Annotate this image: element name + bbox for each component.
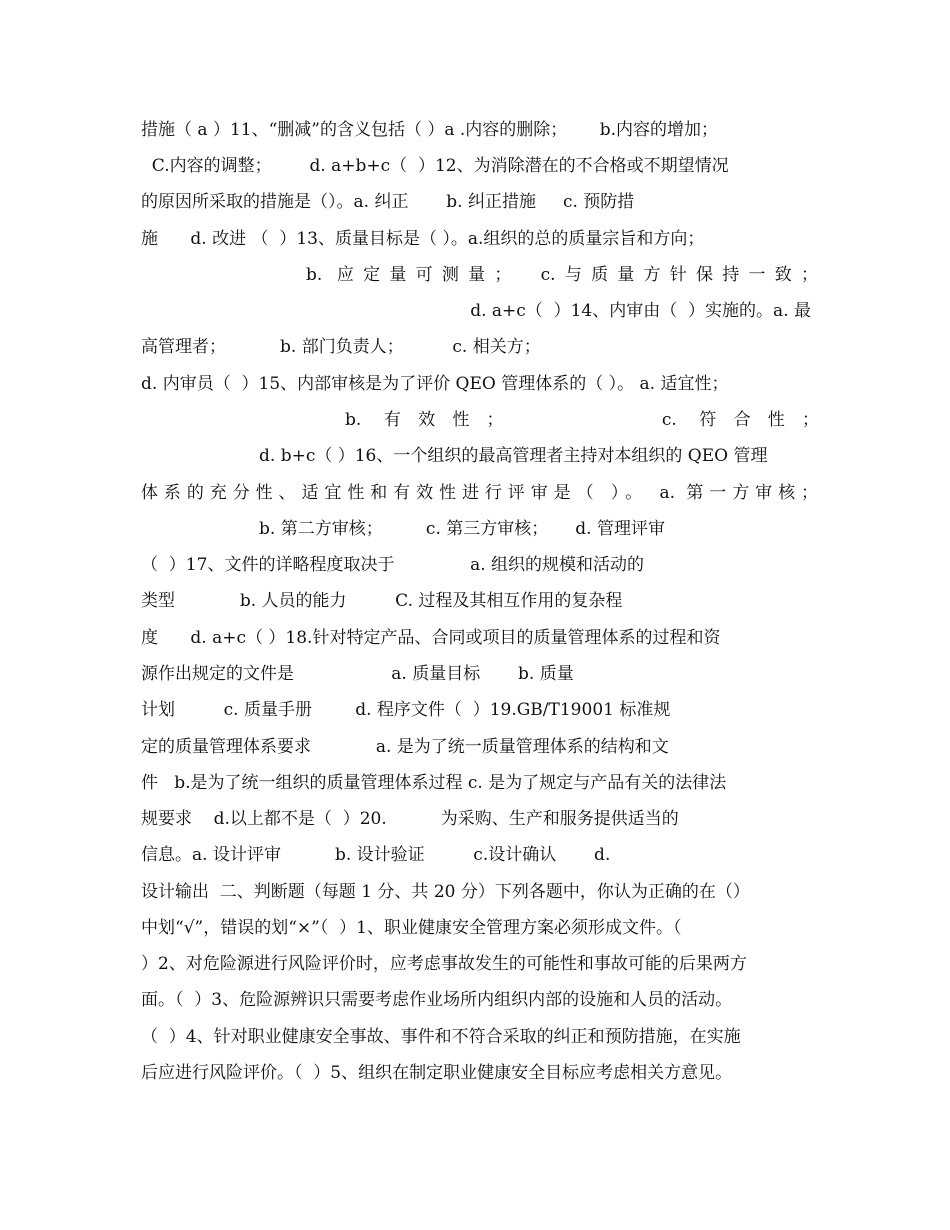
text-line-10: d. b+c（ ）16、一个组织的最高管理者主持对本组织的 QEO 管理 (259, 446, 768, 466)
text-line-20: 规要求 d.以上都不是（ ）20. 为采购、生产和服务提供适当的 (141, 809, 679, 829)
text-line-12: b. 第二方审核； c. 第三方审核； d. 管理评审 (259, 519, 665, 539)
text-line-24: ）2、对危险源进行风险评价时，应考虑事故发生的可能性和事故可能的后果两方 (141, 954, 747, 974)
text-line-21: 信息。a. 设计评审 b. 设计验证 c.设计确认 d. (141, 845, 611, 865)
text-line-8: d. 内审员（ ）15、内部审核是为了评价 QEO 管理体系的（ ）。 a. 适宜性； (141, 374, 729, 394)
text-line-1: 措施（ a ）11、“删减”的含义包括（ ）a .内容的删除； b.内容的增加； (141, 120, 719, 140)
text-line-2: C.内容的调整； d. a+b+c（ ）12、为消除潜在的不合格或不期望情况 (141, 156, 729, 176)
text-line-5: b. 应定量可测量； c.与质量方针保持一致； (306, 265, 818, 285)
text-line-23: 中划“√”，错误的划“×”（ ）1、职业健康安全管理方案必须形成文件。（ (141, 918, 682, 938)
text-line-15: 度 d. a+c（ ）18.针对特定产品、合同或项目的质量管理体系的过程和资 (141, 628, 721, 648)
text-line-3: 的原因所采取的措施是（）。a. 纠正 b. 纠正措施 c. 预防措 (141, 192, 635, 212)
text-line-16: 源作出规定的文件是 a. 质量目标 b. 质量 (141, 664, 574, 684)
text-line-27: 后应进行风险评价。（ ）5、组织在制定职业健康安全目标应考虑相关方意见。 (141, 1063, 733, 1083)
text-line-17: 计划 c. 质量手册 d. 程序文件（ ）19.GB/T19001 标准规 (141, 700, 671, 720)
text-line-7: 高管理者； b. 部门负责人； c. 相关方； (141, 337, 541, 357)
text-line-19: 件 b.是为了统一组织的质量管理体系过程 c. 是为了规定与产品有关的法律法 (141, 773, 727, 793)
text-line-4: 施 d. 改进 （ ）13、质量目标是（ ）。a.组织的总的质量宗旨和方向； (141, 229, 705, 249)
text-line-14: 类型 b. 人员的能力 C. 过程及其相互作用的复杂程 (141, 591, 623, 611)
text-line-22: 设计输出 二、判断题（每题 1 分、共 20 分）下列各题中，你认为正确的在（） (141, 882, 750, 902)
text-line-25: 面。（ ）3、危险源辨识只需要考虑作业场所内组织内部的设施和人员的活动。 (141, 990, 733, 1010)
text-line-11: 体系的充分性、适宜性和有效性进行评审是（ ）。 a. 第一方审核； (141, 483, 818, 503)
text-line-13: （ ）17、文件的详略程度取决于 a. 组织的规模和活动的 (141, 555, 645, 575)
text-line-6: d. a+c（ ）14、内审由（ ）实施的。a. 最 (470, 301, 811, 321)
text-line-26: （ ）4、针对职业健康安全事故、事件和不符合采取的纠正和预防措施，在实施 (141, 1027, 741, 1047)
text-line-9: b. 有效性； c. 符合性； (345, 410, 819, 430)
text-line-18: 定的质量管理体系要求 a. 是为了统一质量管理体系的结构和文 (141, 737, 669, 757)
